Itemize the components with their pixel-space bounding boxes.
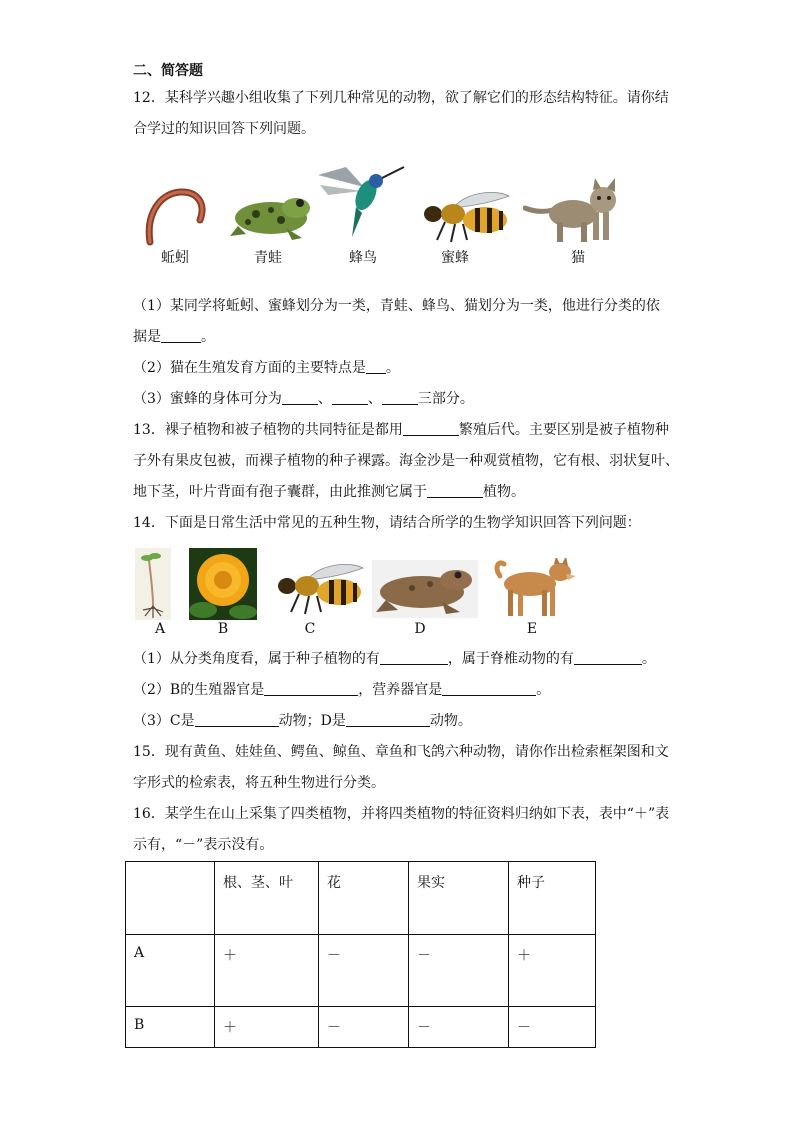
text: 据是 <box>133 329 161 345</box>
answer-blank[interactable] <box>427 483 483 498</box>
answer-blank[interactable] <box>346 712 430 727</box>
answer-blank[interactable] <box>366 359 386 374</box>
answer-blank[interactable] <box>264 681 358 696</box>
text: 繁殖后代。主要区别是被子植物种 <box>458 422 669 438</box>
q13-line3 <box>133 482 525 502</box>
text: ，属于脊椎动物的有 <box>447 651 574 667</box>
table-header-cell: 种子 <box>509 862 596 935</box>
table-header-cell: 果实 <box>409 862 509 935</box>
text: （2）B的生殖器官是 <box>133 682 265 698</box>
animal-label-bee: 蜜蜂 <box>441 250 469 266</box>
text: （3）蜜蜂的身体可分为 <box>133 391 282 407</box>
q14-part3 <box>133 711 472 731</box>
q13-line2: 子外有果皮包被，而裸子植物的种子裸露。海金沙是一种观赏植物，它有根、羽状复叶、 <box>133 453 679 469</box>
answer-blank[interactable] <box>195 712 279 727</box>
text: 动物；D是 <box>278 713 346 729</box>
text: （3）C是 <box>133 713 195 729</box>
q12-line2: 合学过的知识回答下列问题。 <box>133 121 315 137</box>
plant-feature-table <box>125 861 596 1048</box>
frog-image <box>226 188 316 243</box>
table-header-row <box>126 862 596 935</box>
text: ，营养器官是 <box>358 682 443 698</box>
sunflower-image <box>189 548 257 620</box>
q12-line1: 12．某科学兴趣小组收集了下列几种常见的动物，欲了解它们的形态结构特征。请你结 <box>133 90 669 106</box>
text: 。 <box>641 651 656 667</box>
cat-image <box>523 178 621 244</box>
table-cell: ＋ <box>215 935 319 1007</box>
q12-part2 <box>133 358 400 378</box>
hummingbird-image <box>316 163 408 243</box>
table-header-cell <box>126 862 215 935</box>
q12-part1-line2 <box>133 327 215 347</box>
table-row <box>126 935 596 1007</box>
earthworm-image <box>140 186 210 246</box>
answer-blank[interactable] <box>442 681 536 696</box>
answer-blank[interactable] <box>403 421 459 436</box>
text: 植物。 <box>483 484 525 500</box>
text: （2）猫在生殖发育方面的主要特点是 <box>133 360 366 376</box>
organism-label-b: B <box>217 621 229 637</box>
q12-part3 <box>133 389 474 409</box>
bee-image-q12 <box>413 190 511 245</box>
animal-label-hummingbird: 蜂鸟 <box>349 250 377 266</box>
animal-label-cat: 猫 <box>571 250 585 266</box>
table-cell: B <box>126 1007 215 1048</box>
q16-line2: 示有，“－”表示没有。 <box>133 837 274 853</box>
q14-part2 <box>133 680 550 700</box>
table-cell: － <box>509 1007 596 1048</box>
q12-part1-line1: （1）某同学将蚯蚓、蜜蜂划分为一类，青蛙、蜂鸟、猫划分为一类，他进行分类的依 <box>133 298 660 314</box>
table-cell: － <box>319 1007 409 1048</box>
text: 三部分。 <box>417 391 474 407</box>
q13-line1 <box>133 420 669 440</box>
organism-label-d: D <box>414 621 426 637</box>
q14-part1 <box>133 649 656 669</box>
text: 、 <box>367 391 382 407</box>
table-cell: － <box>319 935 409 1007</box>
table-cell: ＋ <box>215 1007 319 1048</box>
text: 地下茎，叶片背面有孢子囊群，由此推测它属于 <box>133 484 427 500</box>
text: 、 <box>317 391 332 407</box>
q15-line1: 15．现有黄鱼、娃娃鱼、鳄鱼、鲸鱼、章鱼和飞鸽六种动物，请你作出检索框架图和文 <box>133 744 669 760</box>
answer-blank[interactable] <box>382 390 418 405</box>
text: 13．裸子植物和被子植物的共同特征是都用 <box>133 422 403 438</box>
toad-image <box>372 560 478 618</box>
answer-blank[interactable] <box>332 390 368 405</box>
dog-image <box>492 558 578 620</box>
text: 。 <box>385 360 400 376</box>
table-cell: － <box>409 935 509 1007</box>
text: （1）从分类角度看，属于种子植物的有 <box>133 651 380 667</box>
animal-label-frog: 青蛙 <box>254 250 282 266</box>
table-cell: A <box>126 935 215 1007</box>
organism-label-a: A <box>154 621 166 637</box>
answer-blank[interactable] <box>282 390 318 405</box>
section-heading: 二、简答题 <box>133 63 203 79</box>
q14-line1: 14．下面是日常生活中常见的五种生物，请结合所学的生物学知识回答下列问题： <box>133 515 641 531</box>
table-row <box>126 1007 596 1048</box>
animal-label-earthworm: 蚯蚓 <box>161 250 189 266</box>
seedling-image <box>135 548 171 620</box>
organism-label-c: C <box>304 621 316 637</box>
table-cell: ＋ <box>509 935 596 1007</box>
answer-blank[interactable] <box>574 650 642 665</box>
table-header-cell: 花 <box>319 862 409 935</box>
answer-blank[interactable] <box>380 650 448 665</box>
q16-line1: 16．某学生在山上采集了四类植物，并将四类植物的特征资料归纳如下表，表中“＋”表 <box>133 806 670 822</box>
text: 。 <box>201 329 215 345</box>
q15-line2: 字形式的检索表，将五种生物进行分类。 <box>133 775 385 791</box>
bee-image-q14 <box>267 562 365 617</box>
answer-blank[interactable] <box>161 328 201 343</box>
table-cell: － <box>409 1007 509 1048</box>
text: 。 <box>536 682 551 698</box>
text: 动物。 <box>429 713 472 729</box>
table-header-cell: 根、茎、叶 <box>215 862 319 935</box>
organism-label-e: E <box>526 621 538 637</box>
